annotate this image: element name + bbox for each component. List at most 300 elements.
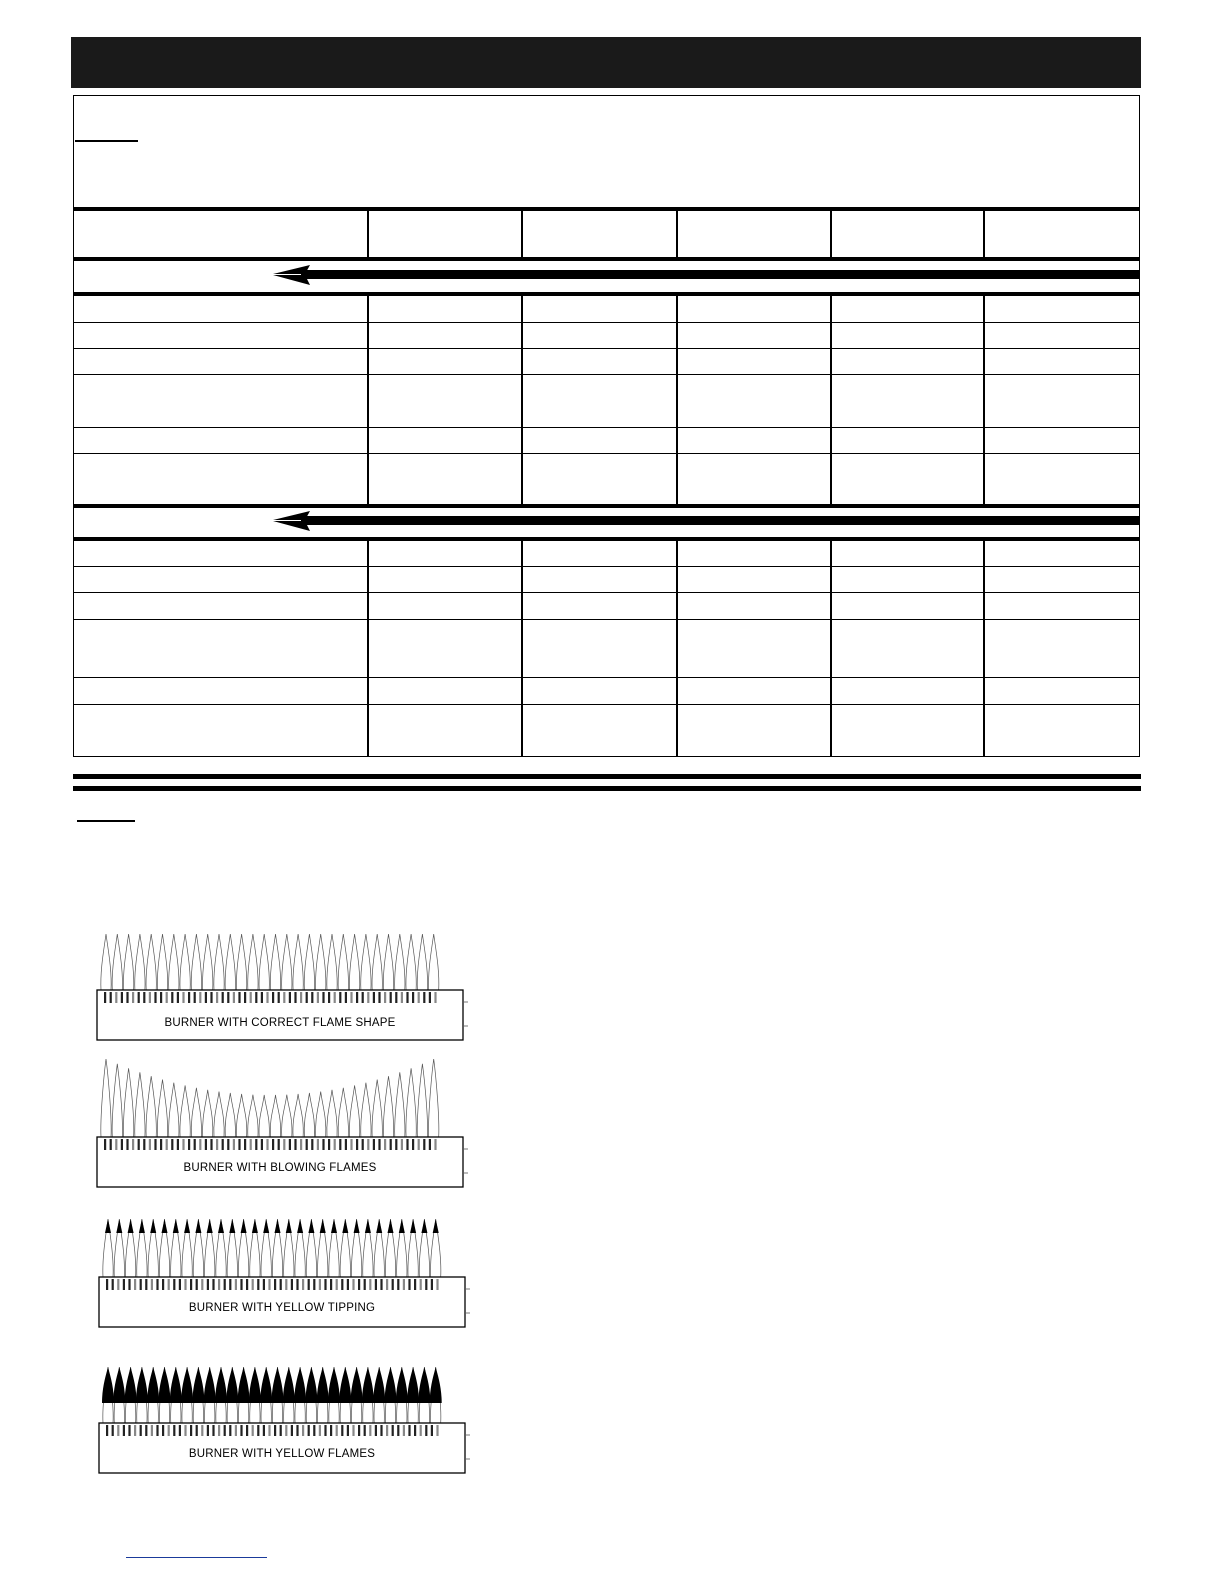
burner-port [423, 992, 425, 1003]
flame-outline [101, 1059, 111, 1137]
table-row-rule [73, 592, 1140, 593]
burner-port [408, 1425, 410, 1436]
flame-solid [362, 1367, 374, 1403]
flame-solid [272, 1367, 284, 1403]
burner-port [121, 1139, 123, 1150]
burner-port [151, 1279, 153, 1290]
left-arrow-icon [75, 262, 1140, 292]
flame-tip [229, 1219, 235, 1233]
burner-port [173, 1425, 175, 1436]
flame-tip [116, 1219, 122, 1233]
burner-port [356, 1139, 358, 1150]
burner-port [138, 992, 140, 1003]
burner-port [420, 1279, 422, 1290]
flame-tip [365, 1219, 371, 1233]
burner-port [263, 1425, 265, 1436]
flame-solid [192, 1367, 204, 1403]
flame-tip [105, 1219, 111, 1233]
flame-solid [159, 1367, 171, 1403]
burner-port [384, 1139, 386, 1150]
burner-port [369, 1425, 371, 1436]
burner-port [397, 1279, 399, 1290]
burner-port [420, 1425, 422, 1436]
burner-port [179, 1279, 181, 1290]
flame-outline [146, 1076, 156, 1137]
burner-port [280, 1279, 282, 1290]
burner-port [261, 1139, 263, 1150]
flame-solid [373, 1367, 385, 1403]
flame-solid [249, 1367, 261, 1403]
flame-outline [157, 1080, 167, 1137]
column-rule [830, 541, 832, 757]
column-rule [521, 541, 523, 757]
burner-port [257, 1279, 259, 1290]
burner-port [246, 1279, 248, 1290]
burner-port [272, 1139, 274, 1150]
flame-solid [181, 1367, 193, 1403]
burner-port [229, 1425, 231, 1436]
burner-port [218, 1425, 220, 1436]
column-rule [830, 211, 832, 257]
burner-port [173, 1279, 175, 1290]
burner-port [255, 1139, 257, 1150]
section-2-bottom-rule [73, 537, 1140, 541]
burner-port [110, 1139, 112, 1150]
flame-tip [354, 1219, 360, 1233]
burner-label: BURNER WITH YELLOW FLAMES [188, 1448, 376, 1460]
column-rule [830, 296, 832, 504]
flame-solid [305, 1367, 317, 1403]
burner-port [268, 1425, 270, 1436]
burner-port [274, 1279, 276, 1290]
burner-port [334, 992, 336, 1003]
burner-port [423, 1139, 425, 1150]
burner-port [182, 1139, 184, 1150]
burner-port [115, 992, 117, 1003]
burner-port [285, 1279, 287, 1290]
flame-tip [297, 1219, 303, 1233]
burner-port [367, 992, 369, 1003]
column-rule [676, 296, 678, 504]
flame-outline [361, 934, 371, 990]
burner-port [283, 1139, 285, 1150]
burner-port [425, 1425, 427, 1436]
section-arrow-row-1 [75, 262, 1140, 292]
burner-port [412, 992, 414, 1003]
burner-port [240, 1425, 242, 1436]
flame-outline [338, 1088, 348, 1137]
burner-port [143, 1139, 145, 1150]
table-row-rule [73, 348, 1140, 349]
burner-label: BURNER WITH BLOWING FLAMES [183, 1162, 377, 1174]
flame-outline [135, 1072, 145, 1137]
flame-tip [173, 1219, 179, 1233]
note-heading-underline [77, 820, 135, 822]
flame-outline [203, 1090, 213, 1137]
burner-port [341, 1279, 343, 1290]
flame-outline [259, 934, 269, 990]
flame-solid [396, 1367, 408, 1403]
burner-port [395, 1139, 397, 1150]
burner-port [194, 992, 196, 1003]
flame-tip [241, 1219, 247, 1233]
burner-port [375, 1279, 377, 1290]
flame-outline [248, 934, 258, 990]
column-rule [521, 211, 523, 257]
burner-port [408, 1279, 410, 1290]
burner-port [369, 1279, 371, 1290]
table-row-rule [73, 453, 1140, 454]
burner-port [266, 1139, 268, 1150]
burner-port [380, 1279, 382, 1290]
flame-outline [112, 1064, 122, 1137]
burner-port [177, 1139, 179, 1150]
burner-port [311, 992, 313, 1003]
burner-port [317, 1139, 319, 1150]
burner-port [306, 1139, 308, 1150]
burner-port [378, 992, 380, 1003]
flame-solid [418, 1367, 430, 1403]
burner-port [121, 992, 123, 1003]
flame-solid [283, 1367, 295, 1403]
flame-outline [169, 1083, 179, 1137]
burner-port [278, 992, 280, 1003]
burner-port [115, 1139, 117, 1150]
burner-port [319, 1425, 321, 1436]
flame-tip [139, 1219, 145, 1233]
flame-solid [102, 1367, 114, 1403]
flame-outline [157, 934, 167, 990]
burner-port [352, 1279, 354, 1290]
flame-outline [417, 1064, 427, 1137]
burner-port [138, 1139, 140, 1150]
flame-tip [376, 1219, 382, 1233]
flame-tip [162, 1219, 168, 1233]
burner-port [418, 992, 420, 1003]
burner-port [149, 1139, 151, 1150]
burner-port [289, 1139, 291, 1150]
burner-port [317, 992, 319, 1003]
burner-port [143, 992, 145, 1003]
flame-outline [214, 1092, 224, 1137]
flame-outline [316, 934, 326, 990]
burner-port [319, 1279, 321, 1290]
flame-solid [204, 1367, 216, 1403]
burner-port [218, 1279, 220, 1290]
burner-port [386, 1425, 388, 1436]
burner-port [140, 1279, 142, 1290]
column-rule [676, 541, 678, 757]
burner-port [429, 1139, 431, 1150]
section-arrow-row-2 [75, 508, 1140, 538]
burner-port [233, 1139, 235, 1150]
burner-port [210, 1139, 212, 1150]
burner-port [201, 1425, 203, 1436]
table-row-rule [73, 427, 1140, 428]
burner-port [184, 1425, 186, 1436]
column-rule [676, 211, 678, 257]
flame-solid [170, 1367, 182, 1403]
flame-outline [236, 934, 246, 990]
burner-port [255, 992, 257, 1003]
burner-port [190, 1425, 192, 1436]
burner-port [250, 992, 252, 1003]
burner-port [425, 1279, 427, 1290]
burner-port [347, 1279, 349, 1290]
burner-port [106, 1425, 108, 1436]
burner-port [313, 1279, 315, 1290]
burner-port [334, 1139, 336, 1150]
burner-port [207, 1425, 209, 1436]
burner-port [261, 992, 263, 1003]
burner-port [302, 1279, 304, 1290]
burner-port [392, 1425, 394, 1436]
burner-port [278, 1139, 280, 1150]
table-row-rule [73, 566, 1140, 567]
burner-port [392, 1279, 394, 1290]
burner-port [177, 992, 179, 1003]
flame-outline [429, 1059, 439, 1137]
burner-port [128, 1425, 130, 1436]
burner-port [149, 992, 151, 1003]
burner-port [132, 1139, 134, 1150]
burner-port [336, 1279, 338, 1290]
burner-port [252, 1425, 254, 1436]
flame-tip [195, 1219, 201, 1233]
burner-figure-blowing [96, 1055, 468, 1195]
specification-table [73, 95, 1140, 757]
burner-port [205, 992, 207, 1003]
flame-outline [101, 934, 111, 990]
flame-solid [351, 1367, 363, 1403]
burner-port [196, 1279, 198, 1290]
burner-port [179, 1425, 181, 1436]
flame-outline [304, 1093, 314, 1137]
burner-port [257, 1425, 259, 1436]
flame-solid [113, 1367, 125, 1403]
flame-tip [150, 1219, 156, 1233]
flame-tip [286, 1219, 292, 1233]
burner-port [302, 1425, 304, 1436]
burner-port [132, 992, 134, 1003]
burner-port [123, 1279, 125, 1290]
flame-outline [417, 934, 427, 990]
burner-port [294, 992, 296, 1003]
burner-port [110, 992, 112, 1003]
burner-port [240, 1279, 242, 1290]
burner-port [339, 992, 341, 1003]
flame-outline [316, 1092, 326, 1137]
burner-port [250, 1139, 252, 1150]
burner-port [166, 1139, 168, 1150]
burner-port [345, 1139, 347, 1150]
burner-port [216, 1139, 218, 1150]
burner-port [429, 992, 431, 1003]
burner-figure-yellow-flames [98, 1363, 470, 1481]
burner-port [166, 992, 168, 1003]
burner-port [308, 1425, 310, 1436]
burner-port [380, 1425, 382, 1436]
burner-port [162, 1279, 164, 1290]
burner-port [227, 1139, 229, 1150]
burner-port [280, 1425, 282, 1436]
burner-port [145, 1279, 147, 1290]
flame-tip [421, 1219, 427, 1233]
flame-solid [294, 1367, 306, 1403]
flame-outline [270, 934, 280, 990]
burner-port [336, 1425, 338, 1436]
burner-port [322, 1139, 324, 1150]
flame-outline [395, 934, 405, 990]
burner-port [373, 1139, 375, 1150]
flame-outline [180, 1085, 190, 1137]
burner-port [140, 1425, 142, 1436]
burner-port [227, 992, 229, 1003]
burner-port [289, 992, 291, 1003]
column-rule [983, 296, 985, 504]
burner-port [350, 1139, 352, 1150]
burner-port [436, 1425, 438, 1436]
burner-port [330, 1425, 332, 1436]
burner-port [330, 1279, 332, 1290]
flame-outline [293, 1094, 303, 1137]
burner-label: BURNER WITH YELLOW TIPPING [188, 1302, 376, 1314]
burner-port [268, 1279, 270, 1290]
burner-port [104, 992, 106, 1003]
burner-port [126, 992, 128, 1003]
burner-port [324, 1279, 326, 1290]
column-rule [983, 541, 985, 757]
flame-tip [399, 1219, 405, 1233]
burner-port [222, 992, 224, 1003]
flame-outline [383, 1076, 393, 1137]
flame-solid [238, 1367, 250, 1403]
burner-port [375, 1425, 377, 1436]
burner-port [151, 1425, 153, 1436]
flame-tip [320, 1219, 326, 1233]
burner-port [296, 1279, 298, 1290]
burner-port [362, 992, 364, 1003]
burner-port [224, 1279, 226, 1290]
flame-outline [123, 934, 133, 990]
burner-port [412, 1139, 414, 1150]
flame-outline [146, 934, 156, 990]
flame-outline [191, 934, 201, 990]
burner-port [266, 992, 268, 1003]
flame-solid [147, 1367, 159, 1403]
burner-port [207, 1279, 209, 1290]
burner-port [162, 1425, 164, 1436]
burner-port [308, 1279, 310, 1290]
flame-outline [225, 934, 235, 990]
burner-port [134, 1425, 136, 1436]
flame-outline [349, 1085, 359, 1137]
burner-port [395, 992, 397, 1003]
flame-outline [429, 934, 439, 990]
burner-port [324, 1425, 326, 1436]
burner-port [156, 1279, 158, 1290]
flame-outline [123, 1068, 133, 1137]
flame-outline [203, 934, 213, 990]
burner-port [283, 992, 285, 1003]
burner-port [196, 1425, 198, 1436]
table-header-top-rule [73, 207, 1140, 211]
burner-port [190, 1279, 192, 1290]
flame-outline [327, 1090, 337, 1137]
flame-outline [282, 934, 292, 990]
burner-port [431, 1425, 433, 1436]
flame-outline [372, 1080, 382, 1137]
flame-outline [191, 1088, 201, 1137]
burner-port [434, 992, 436, 1003]
burner-port [436, 1279, 438, 1290]
burner-port [341, 1425, 343, 1436]
burner-port [160, 1139, 162, 1150]
burner-port [112, 1279, 114, 1290]
burner-port [229, 1279, 231, 1290]
burner-port [210, 992, 212, 1003]
flame-solid [385, 1367, 397, 1403]
burner-port [431, 1279, 433, 1290]
burner-port [306, 992, 308, 1003]
burner-port [311, 1139, 313, 1150]
burner-port [300, 992, 302, 1003]
burner-port [205, 1139, 207, 1150]
burner-port [199, 1139, 201, 1150]
flame-outline [112, 934, 122, 990]
flame-outline [372, 934, 382, 990]
burner-port [358, 1279, 360, 1290]
burner-port [238, 992, 240, 1003]
flame-solid [125, 1367, 137, 1403]
section-divider-rule [73, 774, 1141, 779]
flame-outline [225, 1093, 235, 1137]
column-rule [367, 211, 369, 257]
burner-port [235, 1279, 237, 1290]
flame-solid [430, 1367, 442, 1403]
burner-port [285, 1425, 287, 1436]
burner-port [263, 1279, 265, 1290]
burner-port [246, 1425, 248, 1436]
burner-port [322, 992, 324, 1003]
burner-port [384, 992, 386, 1003]
column-rule [521, 296, 523, 504]
flame-tip [128, 1219, 134, 1233]
burner-port [367, 1139, 369, 1150]
footer-link-underline [126, 1557, 267, 1558]
flame-outline [282, 1095, 292, 1137]
burner-port [296, 1425, 298, 1436]
burner-port [235, 1425, 237, 1436]
burner-port [252, 1279, 254, 1290]
flame-tip [331, 1219, 337, 1233]
flame-tip [184, 1219, 190, 1233]
burner-port [154, 992, 156, 1003]
flame-tip [388, 1219, 394, 1233]
burner-figure-correct [96, 930, 468, 1049]
flame-solid [215, 1367, 227, 1403]
burner-port [403, 1279, 405, 1290]
left-arrow-icon [75, 508, 1140, 538]
burner-port [347, 1425, 349, 1436]
flame-outline [135, 934, 145, 990]
burner-port [212, 1425, 214, 1436]
burner-port [233, 992, 235, 1003]
burner-port [182, 992, 184, 1003]
burner-port [313, 1425, 315, 1436]
flame-tip [218, 1219, 224, 1233]
burner-port [350, 992, 352, 1003]
